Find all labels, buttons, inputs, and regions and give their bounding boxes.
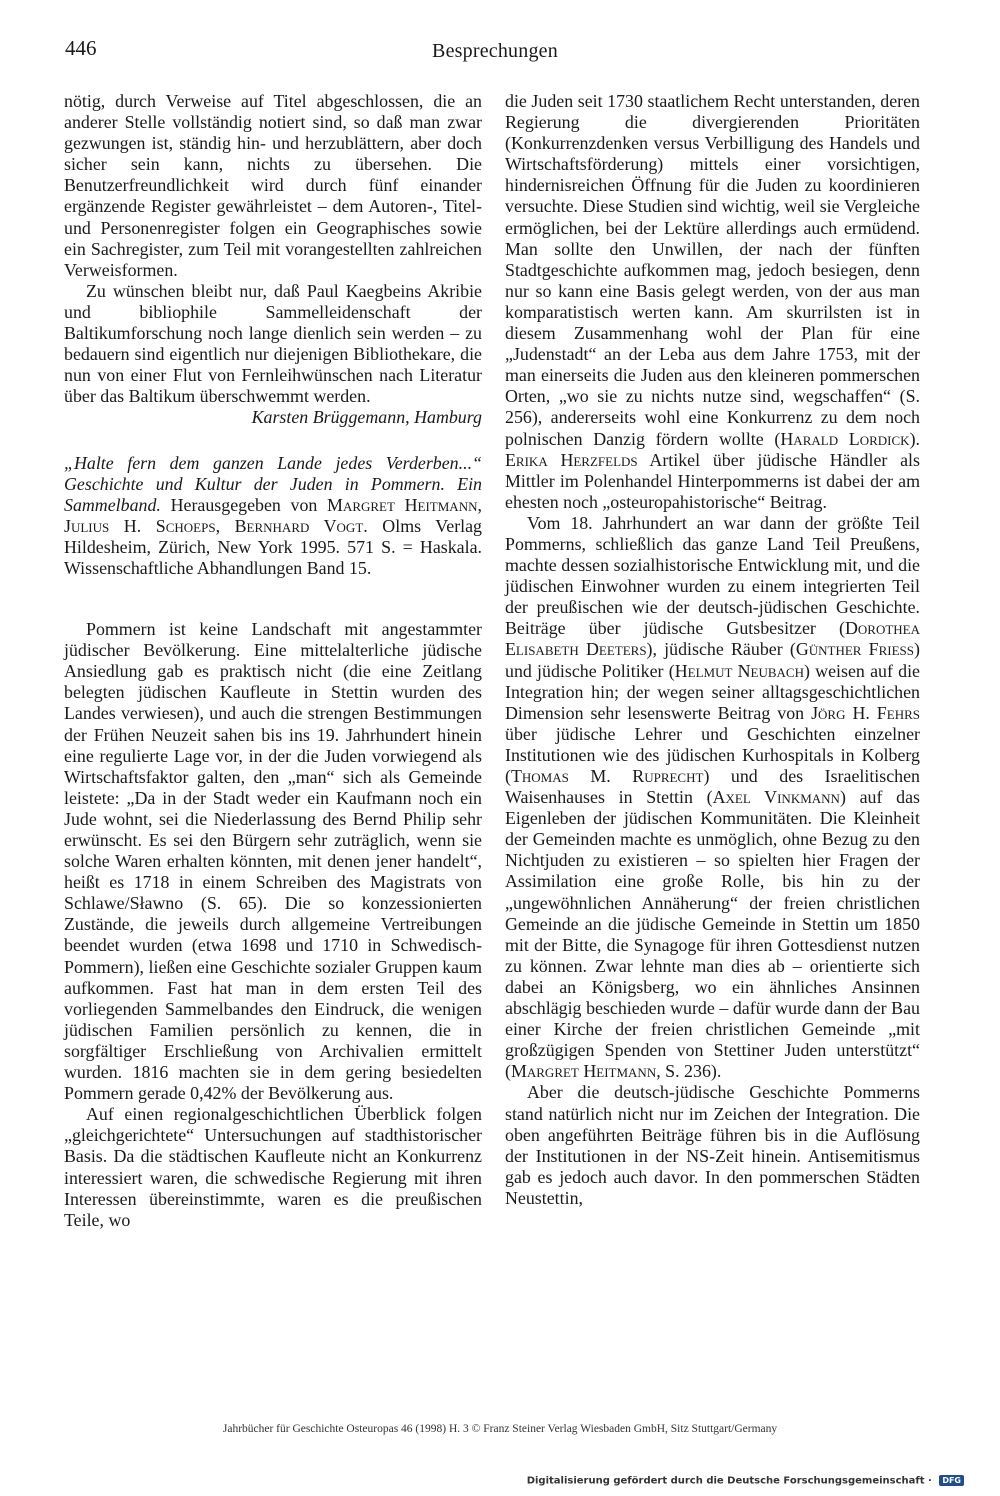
author-name: Axel Vinkmann — [712, 787, 840, 808]
book-title: „Halte fern dem ganzen Lande jedes Verderben...“ Geschichte und Kultur der Juden in Pommern. Ein Sammelband. — [64, 452, 482, 515]
editor-name: Margret Heitmann — [327, 494, 478, 515]
paragraph: Zu wünschen bleibt nur, daß Paul Kaegbeins Akribie und bibliophile Sammelleidenschaft der Baltikumforschung noch lange dienlich sein werden – zu bedauern sind eigentlich nur diejenigen Bibliothekare, die nun von einer Flut von Fernleihwünschen nach Literatur über das Baltikum überschwemmt werden. — [64, 280, 482, 407]
paragraph: die Juden seit 1730 staatlichem Recht unterstanden, deren Regierung die divergierenden Prioritäten (Konkurrenzdenken versus Verbilligung des Handels und Wirtschaftsförderung) mittels einer vorsichtigen, hindernisreichen Öffnung für die Juden zu koordinieren versuchte. Diese Studien sind wichtig, weil sie Vergleiche ermöglichen, bei der Lektüre allerdings auch ermüdend. Man sollte den Unwillen, der nach der fünften Stadtgeschichte aufkommen mag, jedoch besiegen, denn nur so kann eine Basis gelegt werden, von der aus man komparatistisch werten kann. Am skurrilsten ist in diesem Zusammenhang wohl der Plan für eine „Judenstadt“ an der Leba aus dem Jahre 1753, mit der man einerseits die Juden aus den kleineren pommerschen Orten, „wo sie zu nichts nutze sind, wegschaffen“ (S. 256), andererseits wohl eine Konkurrenz zu dem noch polnischen Danzig fördern wollte (Harald Lordick). Erika Herzfelds Artikel über jüdische Händler als Mittler im Polenhandel Hinterpommerns ist dabei der am ehesten noch „osteuropahistorische“ Beitrag. — [505, 91, 921, 512]
left-column — [64, 91, 482, 1231]
digitization-credit: Digitalisierung gefördert durch die Deutsche Forschungsgemeinschaft · DFG — [527, 1475, 964, 1487]
author-name: Harald Lordick — [780, 428, 910, 449]
right-column — [505, 91, 920, 1209]
author-name: Helmut Neubach — [674, 660, 804, 681]
author-name: Erika Herzfelds — [505, 449, 638, 470]
editor-name: Julius H. Schoeps — [64, 515, 216, 536]
paragraph: Aber die deutsch-jüdische Geschichte Pommerns stand natürlich nicht nur im Zeichen der Integration. Die oben angeführten Beiträge führen bis in die Auflösung der Institutionen in der NS-Zeit hinein. Antisemitismus gab es jedoch auch davor. In den pommerschen Städten Neustettin, — [505, 1082, 920, 1208]
dfg-logo-icon: DFG — [939, 1475, 964, 1486]
page-number: 446 — [65, 36, 97, 60]
running-head: Besprechungen — [432, 40, 558, 62]
author-name: Thomas M. Ruprecht — [510, 766, 704, 786]
paragraph: Vom 18. Jahrhundert an war dann der größte Teil Pommerns, schließlich das ganze Land Teil Preußens, machte dessen sozialhistorische Entwicklung mit, und die jüdischen Einwohner wurden zu einem integrierten Teil der preußischen wie der deutsch-jüdischen Geschichte. Beiträge über jüdische Gutsbesitzer (Dorothea Elisabeth Deeters), jüdische Räuber (Günther Frieß) und jüdische Politiker (Helmut Neubach) weisen auf die Integration hin; der wegen seiner alltagsgeschichtlichen Dimension sehr lesenswerte Beitrag von Jörg H. Fehrs über jüdische Lehrer und Geschichten einzelner Institutionen wie des jüdischen Kurhospitals in Kolberg (Thomas M. Ruprecht) und des Israelitischen Waisenhauses in Stettin (Axel Vinkmann) auf das Eigenleben der jüdischen Kommunitäten. Die Kleinheit der Gemeinden machte es unmöglich, ohne Bezug zu den Nichtjuden zu existieren – so spielten hier Fragen der Assimilation eine große Rolle, bis hin zu der „ungewöhnlichen Annäherung“ der freien christlichen Gemeinde an die jüdische Gemeinde in Stettin um 1850 mit der Bitte, die Synagoge für ihren Gottesdienst nutzen zu können. Zwar lehnte man dies ab – orientierte sich dabei an Königsberg, wo ein ähnliches Ansinnen abschlägig beschieden wurde – dafür wurde dann der Bau einer Kirche der freien christlichen Gemeinde „mit großzügigen Spenden von Stettiner Juden unterstützt“ (Margret Heitmann, S. 236). — [505, 512, 921, 1082]
paragraph: Auf einen regionalgeschichtlichen Überblick folgen „gleichgerichtete“ Untersuchungen auf stadthistorischer Basis. Da die städtischen Kaufleute nicht an Konkurrenz interessiert waren, die schwedische Regierung mit ihren Interessen übereinstimmte, waren es die preußischen Teile, wo — [64, 1104, 482, 1230]
paragraph: nötig, durch Verweise auf Titel abgeschlossen, die an anderer Stelle vollständig notiert sind, so daß man zwar gezwungen ist, ständig hin- und herzublättern, aber doch sicher sein kann, nichts zu übersehen. Die Benutzerfreundlichkeit wird durch fünf einander ergänzende Register gewährleistet – dem Autoren-, Titel- und Personenregister folgen ein Geographisches sowie ein Sachregister, zum Teil mit vorangestellten zahlreichen Verweisformen. — [64, 91, 482, 280]
paragraph: Pommern ist keine Landschaft mit angestammter jüdischer Bevölkerung. Eine mittelalterliche jüdische Ansiedlung gab es praktisch nicht (die eine Zeitlang belegten jüdischen Kaufleute in Stettin wurden des Landes verwiesen), und auch die strengen Bestimmungen der Frühen Neuzeit sahen bis ins 19. Jahrhundert hinein eine regulierte Lage vor, in der die Juden vorwiegend als Wirtschaftsfaktor galten, den „man“ sich als Gemeinde leistete: „Da in der Stadt weder ein Kaufmann noch ein Jude wohnt, sei die Niederlassung des Bernd Philip sehr erwünscht. Es sei den Bürgern sehr zuträglich, wenn sie solche Waren erhalten könnten, mit denen jener handelt“, heißt es 1718 in einem Schreiben des Magistrats von Schlawe/Sławno (S. 65). Die so konzessionierten Zustände, die jeweils durch allgemeine Vertreibungen beendet wurden (etwa 1698 und 1710 in Schwedisch-Pommern), ließen eine Geschichte sozialer Gruppen kaum aufkommen. Fast hat man in dem ersten Teil des vorliegenden Sammelbandes den Eindruck, die wenigen jüdischen Familien persönlich zu kennen, die in sorgfältiger Erschließung von Archivalien ermittelt wurden. 1816 machten sie in dem gering besiedelten Pommern gerade 0,42% der Bevölkerung aus. — [64, 619, 482, 1104]
reviewer-signature: Karsten Brüggemann, Hamburg — [251, 407, 482, 428]
author-name: Margret Heitmann — [510, 1061, 657, 1082]
journal-citation: Jahrbücher für Geschichte Osteuropas 46 (1998) H. 3 © Franz Steiner Verlag Wiesbaden GmbH, Sitz Stuttgart/Germany — [222, 1423, 778, 1435]
author-name: Günther Frieß — [795, 639, 915, 660]
review-heading: „Halte fern dem ganzen Lande jedes Verderben...“ Geschichte und Kultur der Juden in Pommern. Ein Sammelband. Herausgegeben von Margret Heitmann, Julius H. Schoeps, Bernhard Vogt. Olms Verlag Hildesheim, Zürich, New York 1995. 571 S. = Haskala. Wissenschaftliche Abhandlungen Band 15. — [64, 452, 483, 578]
editor-name: Bernhard Vogt — [234, 515, 364, 536]
page-header — [65, 34, 925, 70]
author-name: Dorothea Elisabeth Deeters — [505, 618, 920, 660]
author-name: Jörg H. Fehrs — [811, 702, 920, 723]
